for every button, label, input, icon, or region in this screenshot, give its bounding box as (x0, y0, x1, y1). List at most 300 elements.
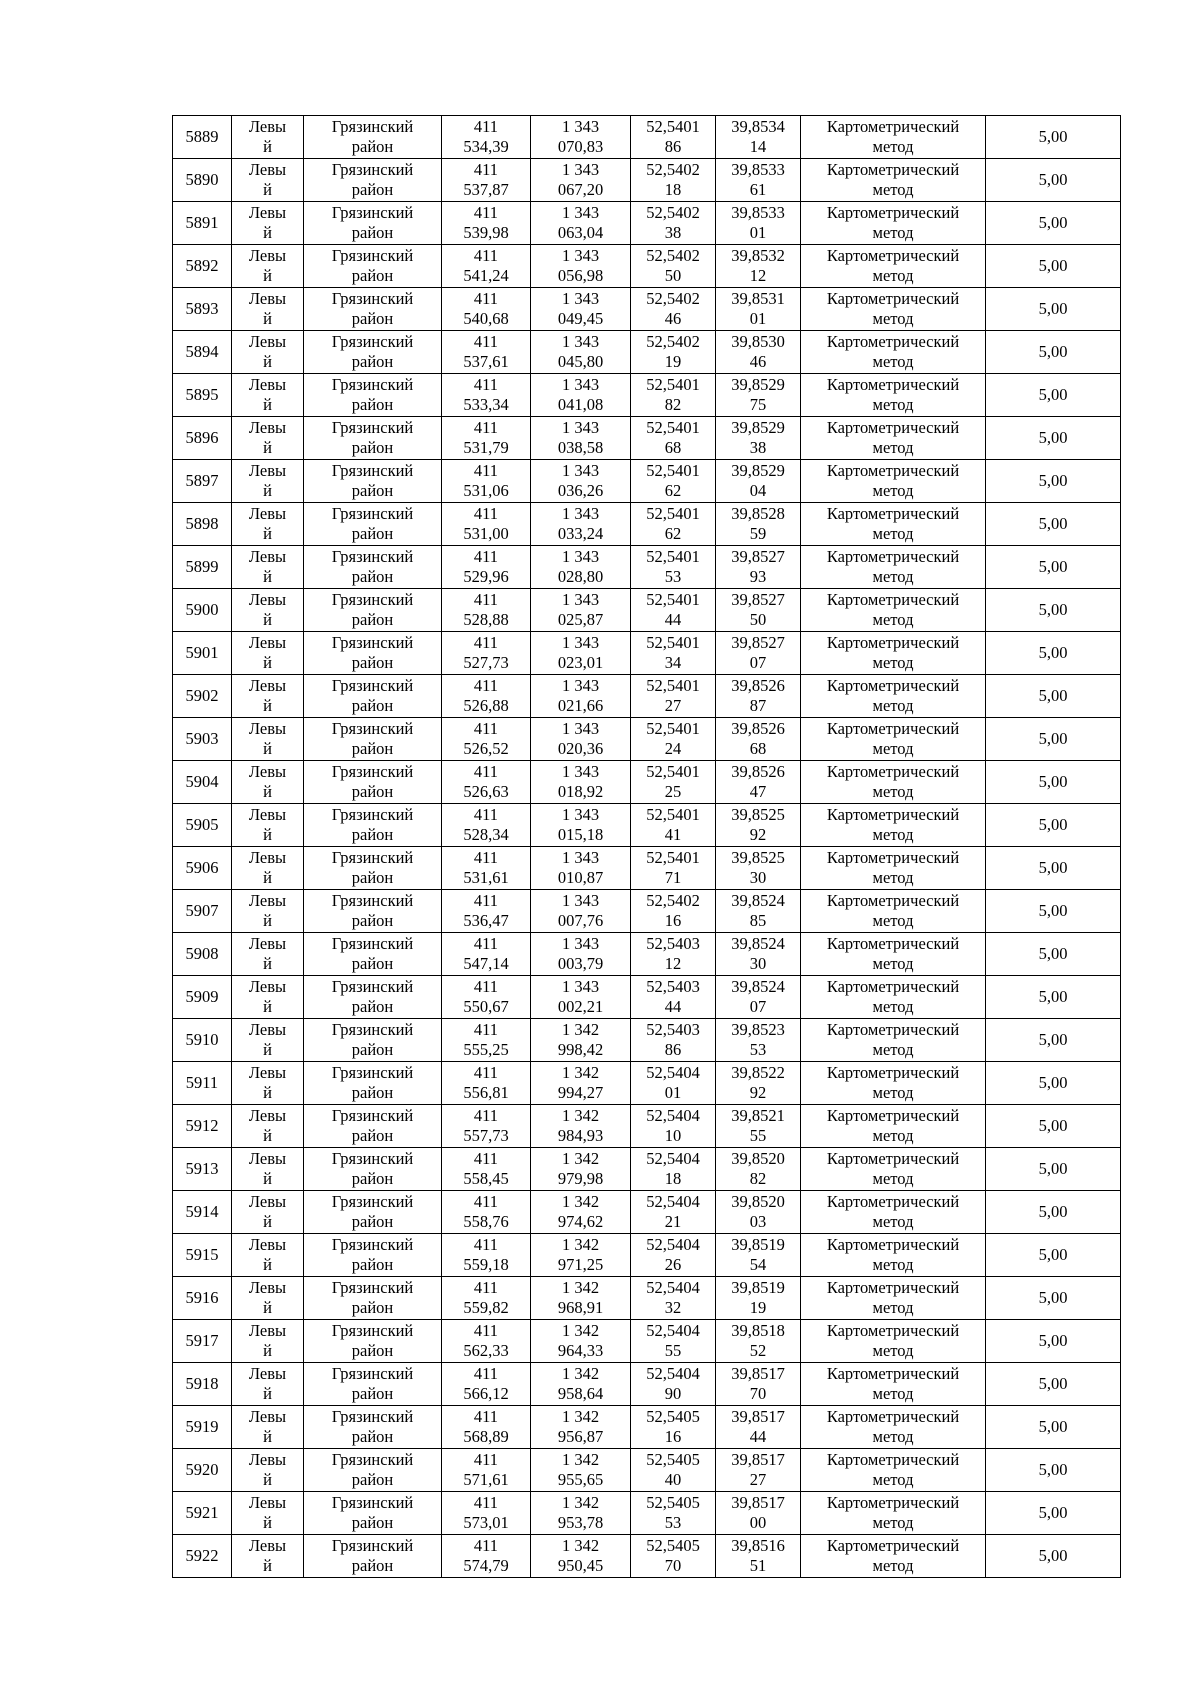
longitude-cell-line: 92 (749, 825, 767, 844)
coord-x-cell-line: 411 (473, 1278, 499, 1297)
method-cell (801, 1363, 986, 1406)
method-cell-line: Картометрический (826, 762, 960, 781)
latitude-cell (631, 1105, 716, 1148)
accuracy-cell: 5,00 (986, 159, 1121, 202)
coord-x-cell (442, 1277, 531, 1320)
method-cell (801, 847, 986, 890)
side-cell-line: Левы (248, 332, 287, 351)
method-cell-line: метод (872, 997, 914, 1016)
accuracy-cell: 5,00 (986, 890, 1121, 933)
latitude-cell-line: 52,5404 (646, 1364, 700, 1383)
latitude-cell-line: 32 (664, 1298, 682, 1317)
point-number-cell: 5920 (173, 1449, 232, 1492)
district-cell-line: Грязинский (331, 1063, 414, 1082)
accuracy-cell: 5,00 (986, 675, 1121, 718)
district-cell (304, 718, 442, 761)
district-cell-line: район (351, 782, 394, 801)
coord-y-cell (531, 460, 631, 503)
method-cell-line: Картометрический (826, 1192, 960, 1211)
coord-x-cell-line: 411 (473, 418, 499, 437)
coord-y-cell-line: 067,20 (557, 180, 604, 199)
coord-x-cell-line: 547,14 (463, 954, 509, 973)
district-cell-line: Грязинский (331, 1493, 414, 1512)
coord-y-cell-line: 964,33 (557, 1341, 604, 1360)
district-cell-line: район (351, 309, 394, 328)
method-cell-line: Картометрический (826, 1278, 960, 1297)
latitude-cell-line: 44 (664, 610, 682, 629)
latitude-cell (631, 288, 716, 331)
longitude-cell-line: 39,8522 (731, 1063, 785, 1082)
longitude-cell (716, 890, 801, 933)
table-row (173, 804, 1121, 847)
table-row (173, 933, 1121, 976)
coord-x-cell-line: 411 (473, 117, 499, 136)
method-cell-line: метод (872, 1255, 914, 1274)
side-cell-line: й (263, 1040, 272, 1059)
district-cell (304, 374, 442, 417)
accuracy-cell: 5,00 (986, 245, 1121, 288)
coord-y-cell (531, 976, 631, 1019)
method-cell (801, 933, 986, 976)
coord-y-cell (531, 288, 631, 331)
latitude-cell (631, 503, 716, 546)
point-number-cell: 5905 (173, 804, 232, 847)
table-row (173, 288, 1121, 331)
method-cell-line: метод (872, 1470, 914, 1489)
side-cell-line: Левы (248, 1235, 287, 1254)
longitude-cell-line: 39,8524 (731, 891, 785, 910)
coord-x-cell-line: 531,00 (463, 524, 509, 543)
coord-y-cell-line: 1 343 (561, 719, 600, 738)
latitude-cell (631, 1277, 716, 1320)
side-cell-line: Левы (248, 504, 287, 523)
coord-x-cell-line: 557,73 (463, 1126, 509, 1145)
latitude-cell-line: 10 (664, 1126, 682, 1145)
latitude-cell (631, 331, 716, 374)
coord-x-cell-line: 411 (473, 1450, 499, 1469)
coord-x-cell (442, 1406, 531, 1449)
point-number-cell: 5897 (173, 460, 232, 503)
latitude-cell-line: 40 (664, 1470, 682, 1489)
method-cell-line: Картометрический (826, 246, 960, 265)
method-cell-line: Картометрический (826, 1063, 960, 1082)
method-cell (801, 718, 986, 761)
accuracy-cell: 5,00 (986, 976, 1121, 1019)
side-cell (232, 804, 304, 847)
latitude-cell-line: 52,5401 (646, 590, 700, 609)
coord-x-cell-line: 537,87 (463, 180, 509, 199)
side-cell-line: Левы (248, 289, 287, 308)
latitude-cell (631, 1492, 716, 1535)
longitude-cell (716, 417, 801, 460)
accuracy-cell: 5,00 (986, 331, 1121, 374)
district-cell-line: Грязинский (331, 762, 414, 781)
table-row (173, 632, 1121, 675)
district-cell-line: район (351, 1384, 394, 1403)
latitude-cell (631, 1320, 716, 1363)
side-cell (232, 632, 304, 675)
district-cell-line: район (351, 653, 394, 672)
method-cell-line: метод (872, 180, 914, 199)
coord-y-cell-line: 018,92 (557, 782, 604, 801)
coord-x-cell (442, 202, 531, 245)
latitude-cell (631, 718, 716, 761)
point-number-cell: 5891 (173, 202, 232, 245)
district-cell (304, 1363, 442, 1406)
coord-x-cell (442, 503, 531, 546)
latitude-cell-line: 52,5405 (646, 1493, 700, 1512)
coord-x-cell-line: 568,89 (463, 1427, 509, 1446)
coord-y-cell-line: 049,45 (557, 309, 604, 328)
coord-y-cell-line: 1 343 (561, 633, 600, 652)
district-cell-line: Грязинский (331, 1106, 414, 1125)
coord-x-cell (442, 374, 531, 417)
coord-y-cell (531, 804, 631, 847)
coord-y-cell-line: 1 343 (561, 160, 600, 179)
table-row (173, 847, 1121, 890)
method-cell-line: метод (872, 1126, 914, 1145)
coord-x-cell-line: 411 (473, 1493, 499, 1512)
coord-x-cell-line: 411 (473, 461, 499, 480)
accuracy-cell: 5,00 (986, 546, 1121, 589)
accuracy-cell: 5,00 (986, 1191, 1121, 1234)
coord-y-cell-line: 1 342 (561, 1364, 600, 1383)
district-cell-line: Грязинский (331, 160, 414, 179)
longitude-cell (716, 1406, 801, 1449)
side-cell-line: й (263, 524, 272, 543)
district-cell-line: район (351, 266, 394, 285)
latitude-cell-line: 34 (664, 653, 682, 672)
latitude-cell (631, 890, 716, 933)
point-number-cell: 5919 (173, 1406, 232, 1449)
coord-x-cell-line: 411 (473, 848, 499, 867)
accuracy-cell: 5,00 (986, 1105, 1121, 1148)
table-row (173, 116, 1121, 159)
table-row (173, 503, 1121, 546)
coord-y-cell-line: 070,83 (557, 137, 604, 156)
longitude-cell (716, 1535, 801, 1578)
coord-y-cell-line: 1 343 (561, 547, 600, 566)
latitude-cell (631, 632, 716, 675)
coord-x-cell (442, 761, 531, 804)
coord-y-cell (531, 1234, 631, 1277)
coord-y-cell-line: 1 343 (561, 590, 600, 609)
coord-x-cell-line: 539,98 (463, 223, 509, 242)
longitude-cell (716, 1234, 801, 1277)
method-cell-line: Картометрический (826, 1536, 960, 1555)
latitude-cell (631, 589, 716, 632)
method-cell-line: метод (872, 223, 914, 242)
latitude-cell (631, 245, 716, 288)
latitude-cell-line: 52,5402 (646, 160, 700, 179)
longitude-cell-line: 01 (749, 309, 767, 328)
coord-x-cell-line: 528,34 (463, 825, 509, 844)
latitude-cell (631, 417, 716, 460)
latitude-cell-line: 27 (664, 696, 682, 715)
longitude-cell (716, 503, 801, 546)
district-cell (304, 976, 442, 1019)
side-cell-line: Левы (248, 1149, 287, 1168)
coord-y-cell (531, 245, 631, 288)
side-cell-line: Левы (248, 1321, 287, 1340)
latitude-cell-line: 25 (664, 782, 682, 801)
coord-x-cell-line: 411 (473, 1149, 499, 1168)
table-row (173, 202, 1121, 245)
accuracy-cell: 5,00 (986, 1320, 1121, 1363)
table-row (173, 245, 1121, 288)
latitude-cell (631, 933, 716, 976)
latitude-cell-line: 46 (664, 309, 682, 328)
method-cell (801, 1535, 986, 1578)
side-cell-line: Левы (248, 805, 287, 824)
method-cell-line: метод (872, 1341, 914, 1360)
side-cell-line: Левы (248, 375, 287, 394)
method-cell-line: Картометрический (826, 547, 960, 566)
coord-y-cell (531, 116, 631, 159)
coord-y-cell (531, 331, 631, 374)
longitude-cell-line: 12 (749, 266, 767, 285)
coord-x-cell (442, 632, 531, 675)
method-cell-line: метод (872, 782, 914, 801)
district-cell-line: район (351, 1255, 394, 1274)
coord-x-cell-line: 571,61 (463, 1470, 509, 1489)
longitude-cell (716, 1449, 801, 1492)
longitude-cell-line: 39,8527 (731, 547, 785, 566)
district-cell (304, 288, 442, 331)
table-row (173, 331, 1121, 374)
district-cell (304, 632, 442, 675)
latitude-cell-line: 52,5404 (646, 1192, 700, 1211)
longitude-cell-line: 87 (749, 696, 767, 715)
latitude-cell (631, 1363, 716, 1406)
district-cell-line: район (351, 1513, 394, 1532)
method-cell (801, 1019, 986, 1062)
accuracy-cell: 5,00 (986, 1234, 1121, 1277)
side-cell-line: й (263, 997, 272, 1016)
longitude-cell-line: 39,8518 (731, 1321, 785, 1340)
point-number-cell: 5922 (173, 1535, 232, 1578)
district-cell-line: Грязинский (331, 1020, 414, 1039)
side-cell (232, 1062, 304, 1105)
coord-y-cell-line: 1 343 (561, 504, 600, 523)
district-cell-line: район (351, 1169, 394, 1188)
accuracy-cell: 5,00 (986, 460, 1121, 503)
longitude-cell-line: 47 (749, 782, 767, 801)
accuracy-cell: 5,00 (986, 718, 1121, 761)
coord-x-cell (442, 890, 531, 933)
coord-x-cell-line: 411 (473, 719, 499, 738)
method-cell-line: метод (872, 911, 914, 930)
district-cell (304, 546, 442, 589)
method-cell-line: Картометрический (826, 1450, 960, 1469)
coord-y-cell (531, 1277, 631, 1320)
point-number-cell: 5914 (173, 1191, 232, 1234)
coord-x-cell (442, 159, 531, 202)
side-cell-line: й (263, 180, 272, 199)
latitude-cell (631, 546, 716, 589)
side-cell-line: й (263, 309, 272, 328)
side-cell-line: й (263, 911, 272, 930)
longitude-cell (716, 589, 801, 632)
coord-x-cell (442, 1363, 531, 1406)
longitude-cell-line: 39,8531 (731, 289, 785, 308)
coord-x-cell-line: 411 (473, 547, 499, 566)
coord-x-cell (442, 460, 531, 503)
coord-y-cell-line: 1 343 (561, 934, 600, 953)
longitude-cell-line: 03 (749, 1212, 767, 1231)
district-cell (304, 116, 442, 159)
longitude-cell-line: 14 (749, 137, 767, 156)
longitude-cell (716, 976, 801, 1019)
coord-y-cell-line: 1 342 (561, 1149, 600, 1168)
side-cell-line: Левы (248, 1364, 287, 1383)
longitude-cell-line: 39,8520 (731, 1192, 785, 1211)
coord-y-cell-line: 1 342 (561, 1192, 600, 1211)
coord-y-cell-line: 015,18 (557, 825, 604, 844)
longitude-cell (716, 1191, 801, 1234)
latitude-cell-line: 68 (664, 438, 682, 457)
side-cell-line: Левы (248, 461, 287, 480)
coord-y-cell-line: 002,21 (557, 997, 604, 1016)
coord-x-cell (442, 718, 531, 761)
longitude-cell (716, 632, 801, 675)
side-cell (232, 1363, 304, 1406)
district-cell-line: Грязинский (331, 547, 414, 566)
district-cell-line: район (351, 610, 394, 629)
district-cell-line: Грязинский (331, 805, 414, 824)
coord-y-cell (531, 1363, 631, 1406)
latitude-cell-line: 52,5401 (646, 117, 700, 136)
coord-y-cell (531, 159, 631, 202)
method-cell (801, 116, 986, 159)
coord-y-cell (531, 718, 631, 761)
latitude-cell-line: 82 (664, 395, 682, 414)
district-cell-line: Грязинский (331, 504, 414, 523)
table-row (173, 417, 1121, 460)
method-cell-line: Картометрический (826, 805, 960, 824)
longitude-cell (716, 1277, 801, 1320)
coord-x-cell-line: 411 (473, 246, 499, 265)
side-cell-line: Левы (248, 1493, 287, 1512)
table-row (173, 1234, 1121, 1277)
coord-x-cell (442, 589, 531, 632)
coord-x-cell (442, 1535, 531, 1578)
coord-x-cell-line: 531,61 (463, 868, 509, 887)
accuracy-cell: 5,00 (986, 1449, 1121, 1492)
accuracy-cell: 5,00 (986, 804, 1121, 847)
longitude-cell-line: 39,8525 (731, 805, 785, 824)
latitude-cell-line: 52,5401 (646, 461, 700, 480)
longitude-cell-line: 38 (749, 438, 767, 457)
longitude-cell-line: 39,8530 (731, 332, 785, 351)
district-cell-line: Грязинский (331, 117, 414, 136)
longitude-cell-line: 52 (749, 1341, 767, 1360)
point-number-cell: 5916 (173, 1277, 232, 1320)
coord-x-cell-line: 540,68 (463, 309, 509, 328)
table-row (173, 1277, 1121, 1320)
longitude-cell-line: 85 (749, 911, 767, 930)
district-cell-line: Грязинский (331, 719, 414, 738)
method-cell (801, 1277, 986, 1320)
district-cell-line: Грязинский (331, 590, 414, 609)
coord-x-cell (442, 546, 531, 589)
coord-x-cell (442, 804, 531, 847)
latitude-cell-line: 62 (664, 481, 682, 500)
longitude-cell (716, 1062, 801, 1105)
coord-y-cell-line: 020,36 (557, 739, 604, 758)
coord-x-cell-line: 541,24 (463, 266, 509, 285)
method-cell-line: Картометрический (826, 676, 960, 695)
side-cell-line: Левы (248, 1192, 287, 1211)
coord-x-cell-line: 526,63 (463, 782, 509, 801)
coord-x-cell-line: 411 (473, 633, 499, 652)
latitude-cell-line: 16 (664, 1427, 682, 1446)
district-cell (304, 1105, 442, 1148)
side-cell-line: Левы (248, 719, 287, 738)
coord-x-cell-line: 411 (473, 1407, 499, 1426)
longitude-cell-line: 39,8516 (731, 1536, 785, 1555)
method-cell (801, 503, 986, 546)
method-cell (801, 1234, 986, 1277)
method-cell (801, 761, 986, 804)
method-cell-line: Картометрический (826, 504, 960, 523)
latitude-cell-line: 52,5403 (646, 934, 700, 953)
table-row (173, 1535, 1121, 1578)
coord-y-cell-line: 021,66 (557, 696, 604, 715)
accuracy-cell: 5,00 (986, 503, 1121, 546)
coord-x-cell-line: 533,34 (463, 395, 509, 414)
side-cell-line: Левы (248, 934, 287, 953)
longitude-cell-line: 39,8533 (731, 203, 785, 222)
district-cell (304, 460, 442, 503)
latitude-cell (631, 804, 716, 847)
coord-x-cell-line: 558,45 (463, 1169, 509, 1188)
latitude-cell-line: 52,5403 (646, 1020, 700, 1039)
latitude-cell-line: 52,5401 (646, 418, 700, 437)
district-cell-line: Грязинский (331, 246, 414, 265)
district-cell (304, 1492, 442, 1535)
coord-y-cell (531, 417, 631, 460)
longitude-cell (716, 1019, 801, 1062)
longitude-cell-line: 68 (749, 739, 767, 758)
coord-y-cell-line: 998,42 (557, 1040, 604, 1059)
coord-y-cell (531, 890, 631, 933)
side-cell (232, 503, 304, 546)
longitude-cell (716, 675, 801, 718)
method-cell-line: метод (872, 395, 914, 414)
side-cell (232, 933, 304, 976)
latitude-cell-line: 52,5401 (646, 547, 700, 566)
side-cell (232, 761, 304, 804)
side-cell-line: й (263, 825, 272, 844)
coord-y-cell-line: 028,80 (557, 567, 604, 586)
coord-y-cell-line: 007,76 (557, 911, 604, 930)
method-cell (801, 675, 986, 718)
point-number-cell: 5907 (173, 890, 232, 933)
coord-y-cell-line: 1 342 (561, 1063, 600, 1082)
latitude-cell (631, 675, 716, 718)
coord-y-cell-line: 1 342 (561, 1321, 600, 1340)
longitude-cell-line: 39,8529 (731, 375, 785, 394)
coord-x-cell (442, 1062, 531, 1105)
district-cell-line: Грязинский (331, 848, 414, 867)
side-cell-line: й (263, 137, 272, 156)
longitude-cell (716, 804, 801, 847)
side-cell (232, 718, 304, 761)
coord-x-cell-line: 411 (473, 1192, 499, 1211)
longitude-cell-line: 39,8526 (731, 676, 785, 695)
district-cell-line: район (351, 911, 394, 930)
